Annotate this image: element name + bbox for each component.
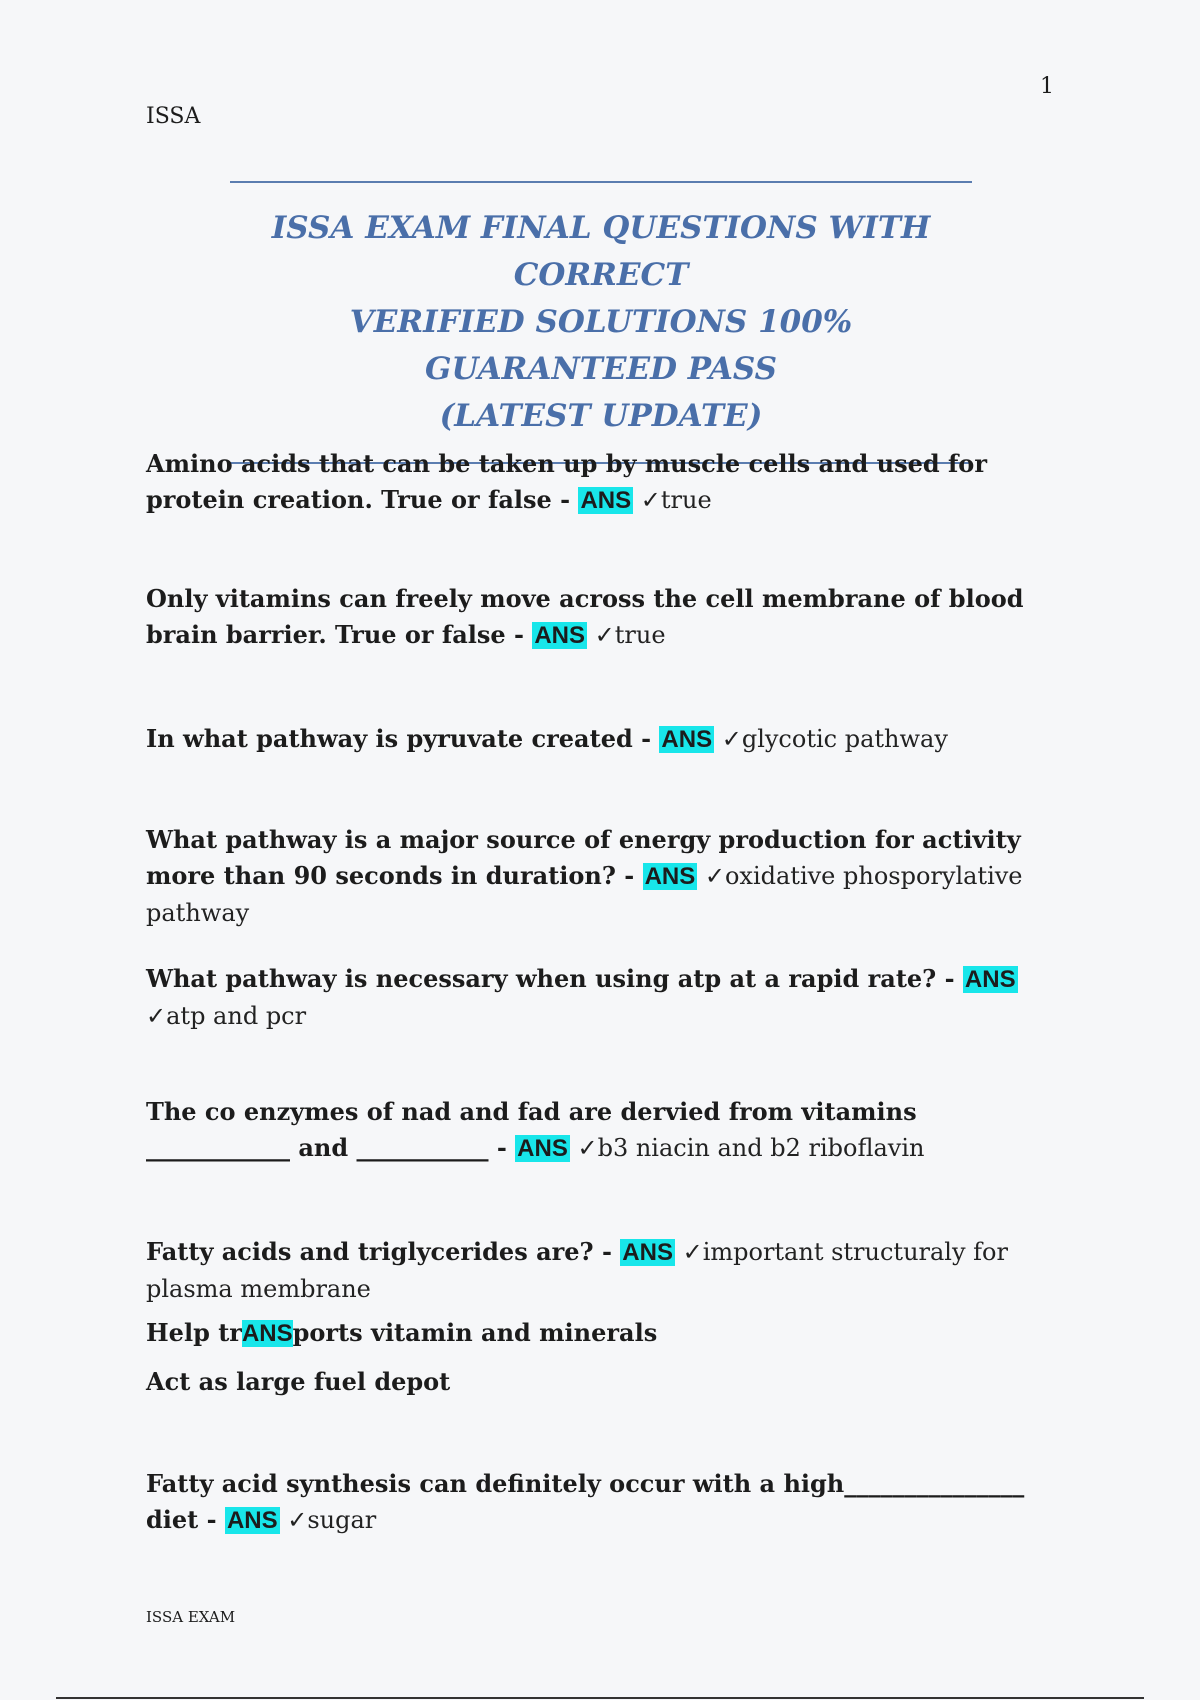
answer-text: ✓glycotic pathway: [714, 725, 948, 753]
extra-line-1-post: ports vitamin and minerals: [292, 1318, 658, 1347]
answer-text: ✓important structuraly for plasma membrane: [146, 1238, 1008, 1303]
extra-line-1-pre: Help tr: [146, 1318, 242, 1347]
question-text: What pathway is necessary when using atp at a rapid rate? -: [146, 964, 963, 993]
qa-item: [146, 961, 1046, 1034]
answer-text: ✓sugar: [279, 1506, 377, 1534]
title-line-2: VERIFIED SOLUTIONS 100% GUARANTEED PASS: [349, 304, 853, 387]
ans-badge: ANS: [622, 1239, 673, 1266]
ans-badge: ANS: [534, 622, 586, 649]
question-text: Only vitamins can freely move across the cell membrane of blood brain barrier. True or false -: [146, 584, 1024, 649]
ans-badge: ANS: [580, 487, 632, 514]
answer-text: ✓true: [587, 621, 666, 649]
question-text: Fatty acid synthesis can definitely occur with a high_______________ diet -: [146, 1469, 1025, 1534]
qa-item: [146, 822, 1046, 931]
title-block: [230, 181, 972, 464]
extra-line-1: [146, 1318, 657, 1348]
qa-item: [146, 446, 1046, 519]
qa-item: [146, 1234, 1046, 1307]
footer-label: ISSA EXAM: [146, 1608, 236, 1626]
answer-text: ✓atp and pcr: [146, 1002, 307, 1030]
answer-text: ✓true: [633, 486, 712, 514]
qa-item: [146, 1094, 1046, 1167]
footer-rule: [56, 1697, 1144, 1699]
answer-text: ✓oxidative phosporylative pathway: [146, 862, 1023, 927]
title-line-1: ISSA EXAM FINAL QUESTIONS WITH CORRECT: [271, 210, 931, 293]
qa-item: [146, 721, 1046, 758]
title-line-3: (LATEST UPDATE): [439, 398, 763, 434]
question-text: Fatty acids and triglycerides are? -: [146, 1237, 621, 1266]
qa-item: [146, 1466, 1046, 1539]
answer-text: ✓b3 niacin and b2 riboflavin: [569, 1134, 925, 1162]
question-text: What pathway is a major source of energy production for activity more than 90 seconds in duration? -: [146, 825, 1021, 890]
ans-badge: ANS: [964, 966, 1016, 993]
ans-badge: ANS: [661, 726, 713, 753]
ans-badge: ANS: [226, 1507, 278, 1534]
question-text: Amino acids that can be taken up by muscle cells and used for protein creation. True or false -: [146, 449, 987, 514]
extra-line-2: Act as large fuel depot: [146, 1367, 451, 1396]
question-text: The co enzymes of nad and fad are dervied from vitamins ____________ and ___________ -: [146, 1097, 917, 1162]
header-label: ISSA: [146, 104, 201, 129]
question-text: In what pathway is pyruvate created -: [146, 724, 660, 753]
ans-badge: ANS: [644, 863, 696, 890]
ans-badge: ANS: [517, 1135, 568, 1162]
qa-item: [146, 581, 1046, 654]
page-number: 1: [1040, 74, 1054, 99]
inline-ans-highlight: ANS: [241, 1320, 293, 1347]
